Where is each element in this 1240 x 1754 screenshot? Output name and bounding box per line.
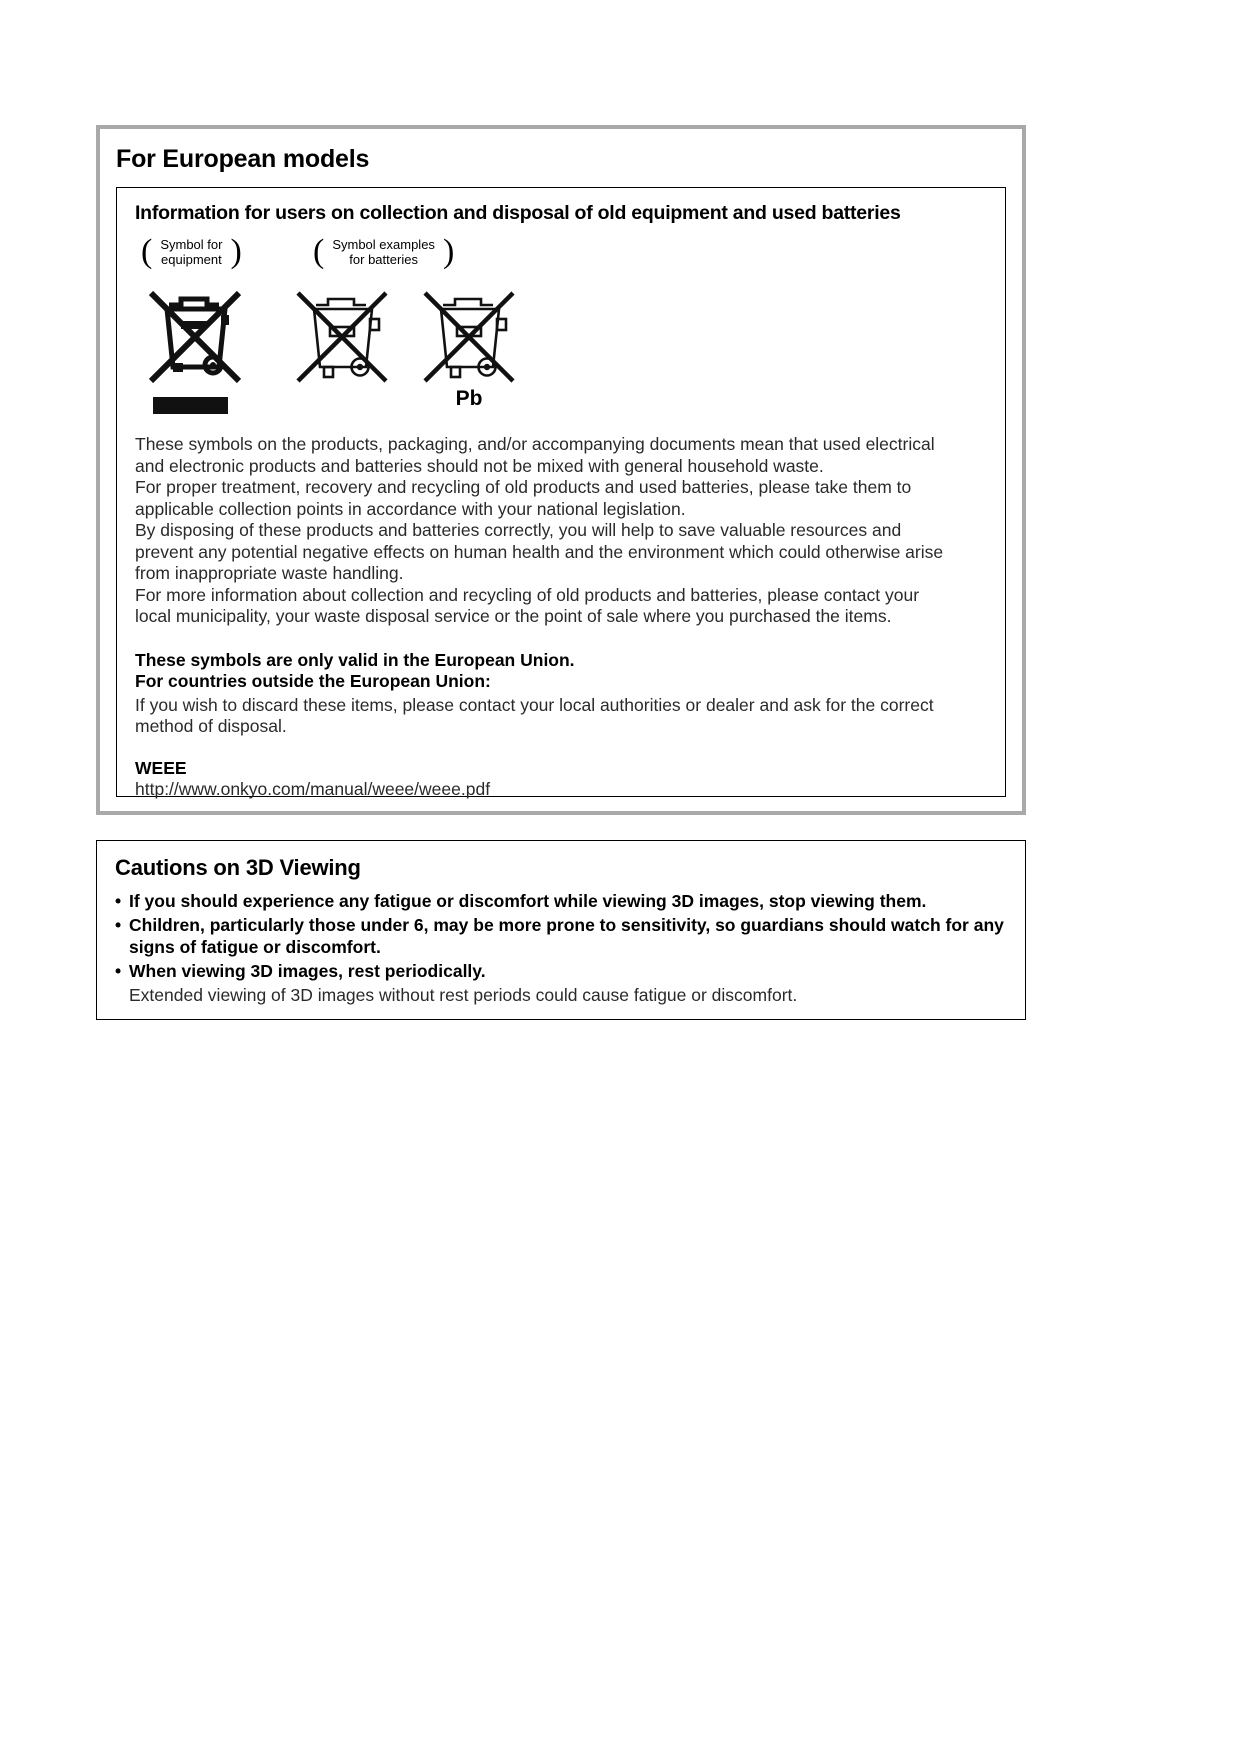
section-subtitle: Information for users on collection and disposal of old equipment and used batteries <box>135 202 901 224</box>
list-item <box>115 960 1007 982</box>
cautions-3d-viewing-panel <box>96 840 1026 1020</box>
weee-line: By disposing of these products and batteries correctly, you will help to save valuable resources and <box>135 520 902 540</box>
bullet-icon: • <box>115 961 122 981</box>
list-item <box>115 914 1007 958</box>
weee-line: applicable collection points in accordance with your national legislation. <box>135 498 686 519</box>
caption-symbol-examples-for-batteries: ( Symbol examples for batteries ) <box>313 233 455 270</box>
crossed-out-wheeled-bin-icon <box>143 279 247 387</box>
weee-line: For more information about collection and recycling of old products and batteries, please contact your <box>135 584 920 605</box>
caption-batteries-line2: for batteries <box>349 252 418 267</box>
weee-line: prevent any potential negative effects on human health and the environment which could otherwise arise <box>135 541 944 562</box>
crossed-out-wheeled-bin-icon <box>290 279 394 387</box>
symbol-band <box>135 233 987 432</box>
spacer <box>135 628 987 650</box>
caption-symbol-for-equipment: ( Symbol for equipment ) <box>141 233 242 270</box>
list-item-text: When viewing 3D images, rest periodically. <box>129 961 486 981</box>
spacer <box>135 738 987 758</box>
european-models-panel <box>96 125 1026 815</box>
list-item <box>115 890 1007 912</box>
outside-eu-line: method of disposal. <box>135 716 287 736</box>
page-title: For European models <box>116 145 370 173</box>
weee-line: from inappropriate waste handling. <box>135 563 404 583</box>
list-item-note: Extended viewing of 3D images without rest periods could cause fatigue or discomfort. <box>129 985 798 1005</box>
weee-line: local municipality, your waste disposal service or the point of sale where you purchased the items. <box>135 606 892 626</box>
outside-eu-heading: For countries outside the European Union: <box>135 671 491 691</box>
caption-batteries-line1: Symbol examples <box>332 237 435 252</box>
outside-eu-text <box>135 695 987 738</box>
weee-line: These symbols on the products, packaging, and/or accompanying documents mean that used electrical <box>135 434 935 454</box>
weee-url-link[interactable]: http://www.onkyo.com/manual/weee/weee.pdf <box>135 779 491 799</box>
weee-information-box <box>116 187 1006 797</box>
list-item-text: Children, particularly those under 6, may be more prone to sensitivity, so guardians should watch for any signs of fatigue or discomfort. <box>129 915 1004 957</box>
weee-heading: WEEE <box>135 757 187 778</box>
crossed-out-wheeled-bin-icon <box>417 279 521 387</box>
cautions-title: Cautions on 3D Viewing <box>115 855 361 880</box>
solid-black-bar <box>153 397 228 414</box>
bullet-icon: • <box>115 915 122 935</box>
weee-body-text <box>135 434 987 628</box>
weee-line: and electronic products and batteries should not be mixed with general household waste. <box>135 455 824 476</box>
caption-equipment-line1: Symbol for <box>160 237 223 252</box>
outside-eu-line: If you wish to discard these items, please contact your local authorities or dealer and ask for the correct <box>135 694 934 715</box>
valid-in-eu-statement: These symbols are only valid in the European Union. <box>135 649 575 670</box>
battery-chemical-symbol-label: Pb <box>455 387 483 410</box>
weee-line: For proper treatment, recovery and recycling of old products and used batteries, please take them to <box>135 477 912 497</box>
caption-equipment-line2: equipment <box>161 252 222 267</box>
list-item-text: If you should experience any fatigue or discomfort while viewing 3D images, stop viewing them. <box>129 891 927 911</box>
bullet-icon: • <box>115 891 122 911</box>
weee-paragraph <box>135 434 987 628</box>
